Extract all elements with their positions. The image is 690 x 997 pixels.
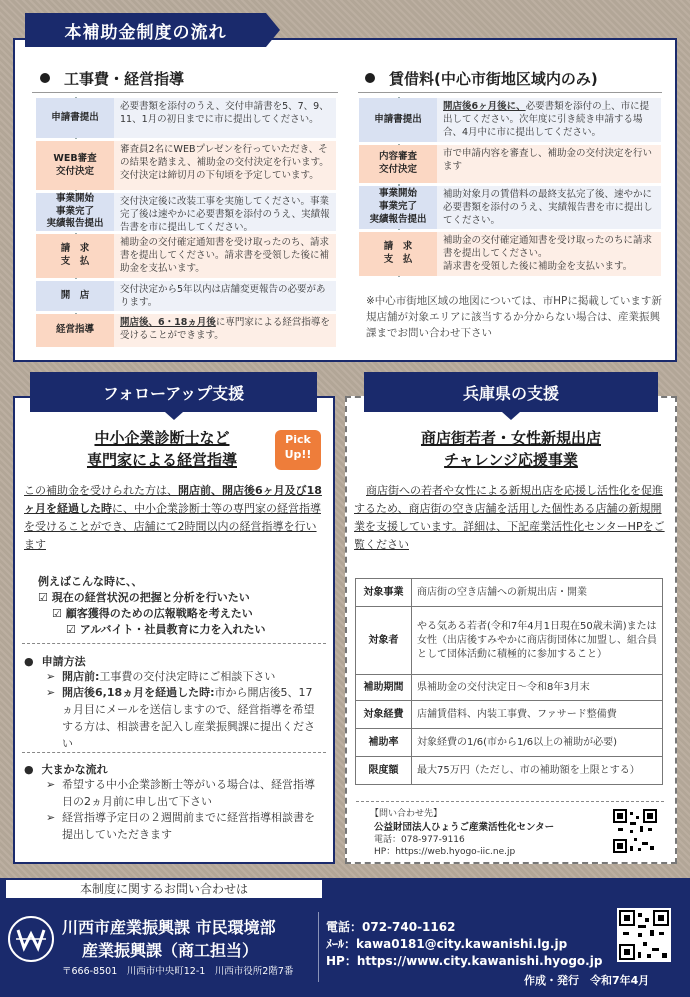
flow-step-label: 請 求 支 払 <box>36 234 114 278</box>
contact-label: 【問い合わせ先】 <box>370 809 443 819</box>
flow-step-text: 開店後6ヶ月後に、必要書類を添付の上、市に提出してください。次年度に引き続き申請する場合、4月中に市に提出してください。 <box>437 98 661 142</box>
footer-divider <box>318 912 319 982</box>
flow-step <box>359 145 661 183</box>
flow-step-text: 市で申請内容を審査し、補助金の交付決定を行います <box>437 145 661 183</box>
left-heading-rule <box>32 92 338 93</box>
support-table <box>355 578 663 785</box>
example-heading: 例えばこんな時に、、 <box>38 575 143 588</box>
dept-name-1: 川西市産業振興課 市民環境部 <box>62 918 276 937</box>
dept-name-2: 産業振興課（商工担当） <box>82 941 259 960</box>
flow-step-label: 経営指導 <box>36 314 114 347</box>
table-header-cell: 対象事業 <box>356 579 412 607</box>
table-cell: 県補助金の交付決定日～令和8年3月末 <box>412 675 663 701</box>
contact-org: 公益財団法人ひょうご産業活性化センター <box>374 822 555 833</box>
table-row <box>356 757 663 785</box>
flow-step-text: 補助金の交付確定通知書を受け取ったのち、請求書を提出してください。請求書を受領した後に補助金を支払います。 <box>114 234 336 278</box>
contact-tel: 電話：078-977-9116 <box>374 835 465 845</box>
flow-step-text: 必要書類を添付のうえ、交付申請書を5、7、9、11、1月の初日までに市に提出してください。 <box>114 98 336 138</box>
city-logo <box>8 916 54 962</box>
table-header-cell: 補助率 <box>356 729 412 757</box>
table-row <box>356 675 663 701</box>
inquiry-caption: 本制度に関するお問い合わせは <box>6 880 322 898</box>
footer-mail[interactable]: ﾒｰﾙ：kawa0181@city.kawanishi.lg.jp <box>326 937 568 951</box>
table-row <box>356 701 663 729</box>
arrow-icon: ➢ <box>46 686 56 699</box>
flow-step-text: 審査員2名にWEBプレゼンを行っていただき、その結果を踏まえ、補助金の交付決定を行います。交付決定は締切月の下旬頃を予定しています。 <box>114 141 336 190</box>
flow-step <box>359 232 661 276</box>
arrow-icon: ➢ <box>46 811 56 824</box>
table-cell: 店舗賃借料、内装工事費、ファサード整備費 <box>412 701 663 729</box>
flow-step <box>359 98 661 142</box>
table-header-cell: 補助期間 <box>356 675 412 701</box>
flow-step-text: 開店後、6・18ヵ月後に専門家による経営指導を受けることができます。 <box>114 314 336 347</box>
footer-tel: 電話：072-740-1162 <box>326 920 456 934</box>
arrow-icon: ➢ <box>46 670 56 683</box>
bullet-icon <box>40 73 50 83</box>
flow-step-label: WEB審査 交付決定 <box>36 141 114 190</box>
followup-ribbon: フォローアップ支援 <box>30 372 317 412</box>
table-row <box>356 729 663 757</box>
divider <box>22 643 326 644</box>
table-header-cell: 対象者 <box>356 607 412 675</box>
table-row <box>356 579 663 607</box>
table-cell: 対象経費の1/6(市から1/6以上の補助が必要) <box>412 729 663 757</box>
footer-hp[interactable]: HP：https://www.city.kawanishi.hyogo.jp <box>326 954 603 968</box>
flow-step-label: 事業開始 事業完了 実績報告提出 <box>359 186 437 229</box>
pickup-badge: Pick Up!! <box>275 430 321 470</box>
flow-step <box>36 314 336 347</box>
flow-step-label: 請 求 支 払 <box>359 232 437 276</box>
table-cell: 商店街の空き店舗への新規出店・開業 <box>412 579 663 607</box>
flow-item-1: ➢ 希望する中小企業診断士等がいる場合は、経営指導日の2ヵ月前に申し出て下さい <box>46 778 315 809</box>
hyogo-qr-code[interactable] <box>612 808 658 854</box>
flow-title: 本補助金制度の流れ <box>25 13 266 47</box>
left-column-heading: 工事費・経営指導 <box>40 68 184 89</box>
right-column-heading: 賃借料(中心市街地区域内のみ) <box>365 68 598 89</box>
divider <box>22 752 326 753</box>
flow-step <box>36 141 336 190</box>
check-item-3: ☑ アルバイト・社員教育に力を入れたい <box>66 623 266 636</box>
map-note: ※中心市街地区域の地図については、市HPに掲載しています新規店舗が対象エリアに該当するか分からない場合は、産業振興課までお問い合わせ下さい <box>366 295 662 339</box>
method-heading: ● 申請方法 <box>24 653 86 669</box>
flow-step <box>36 234 336 278</box>
table-cell: 最大75万円（ただし、市の補助額を上限とする） <box>412 757 663 785</box>
flow-step-label: 開 店 <box>36 281 114 311</box>
issued-date: 作成・発行 令和7年4月 <box>524 974 650 987</box>
table-row <box>356 607 663 675</box>
table-header-cell: 限度額 <box>356 757 412 785</box>
check-item-2: ☑ 顧客獲得のための広報戦略を考えたい <box>52 607 253 620</box>
hyogo-intro: 商店街への若者や女性による新規出店を応援し活性化を促進するため、商店街の空き店舗を活用した個性ある店舗の新規開業を支援しています。詳細は、下記産業活性化センターHPをご覧ください <box>354 484 665 552</box>
bullet-icon <box>365 73 375 83</box>
followup-intro: この補助金を受けられた方は、開店前、開店後6ヶ月及び18ヶ月を経過した時に、中小企業診断士等の専門家の経営指導を受けることができ、店舗にて2時間以内の経営指導を行います <box>24 484 322 552</box>
flow-step <box>36 281 336 311</box>
contact-hp: HP：https://web.hyogo-iic.ne.jp <box>374 847 516 857</box>
flow-step <box>36 98 336 138</box>
flow-step-label: 申請書提出 <box>359 98 437 142</box>
flow-step-text: 交付決定後に改装工事を実施してください。事業完了後は速やかに必要書類を添付のうえ、実績報告書を市に提出してください。 <box>114 193 336 231</box>
flow-step-text: 補助金の交付確定通知書を受け取ったのちに請求書を提出してください。 請求書を受領した後に補助金を支払います。 <box>437 232 661 276</box>
check-item-1: ☑ 現在の経営状況の把握と分析を行いたい <box>38 591 250 604</box>
right-heading-rule <box>358 92 662 93</box>
flow-heading: ● 大まかな流れ <box>24 761 108 777</box>
city-qr-code[interactable] <box>617 908 671 962</box>
flow-step-text: 補助対象月の賃借料の最終支払完了後、速やかに必要書類を添付のうえ、実績報告書を市に提出してください。 <box>437 186 661 229</box>
method-item-2: ➢ 開店後6,18ヵ月を経過した時:市から開店後5、17ヵ月目にメールを送信しますので、経営指導を希望する方は、相談書を記入し産業振興課に提出ください <box>46 686 315 751</box>
flow-step-label: 内容審査 交付決定 <box>359 145 437 183</box>
table-cell: やる気ある若者(令和7年4月1日現在50歳未満)または女性（出店後すみやかに商店街団体に加盟し、組合員として団体活動に積極的に参加すること） <box>412 607 663 675</box>
flow-step <box>36 193 336 231</box>
hyogo-heading: 商店街若者・女性新規出店 チャレンジ応援事業 <box>420 429 601 469</box>
table-header-cell: 対象経費 <box>356 701 412 729</box>
arrow-icon: ➢ <box>46 778 56 791</box>
flow-step-label: 事業開始 事業完了 実績報告提出 <box>36 193 114 231</box>
followup-heading: 中小企業診断士など 専門家による経営指導 <box>86 429 237 469</box>
hyogo-ribbon: 兵庫県の支援 <box>364 372 658 412</box>
flow-step-label: 申請書提出 <box>36 98 114 138</box>
flow-item-2: ➢ 経営指導予定日の２週間前までに経営指導相談書を提出していただきます <box>46 811 315 842</box>
method-item-1: ➢ 開店前:工事費の交付決定時にご相談下さい <box>46 668 321 685</box>
address: 〒666-8501 川西市中央町12-1 川西市役所2階7番 <box>62 966 294 977</box>
flow-step <box>359 186 661 229</box>
flow-step-text: 交付決定から5年以内は店舗変更報告の必要があります。 <box>114 281 336 311</box>
